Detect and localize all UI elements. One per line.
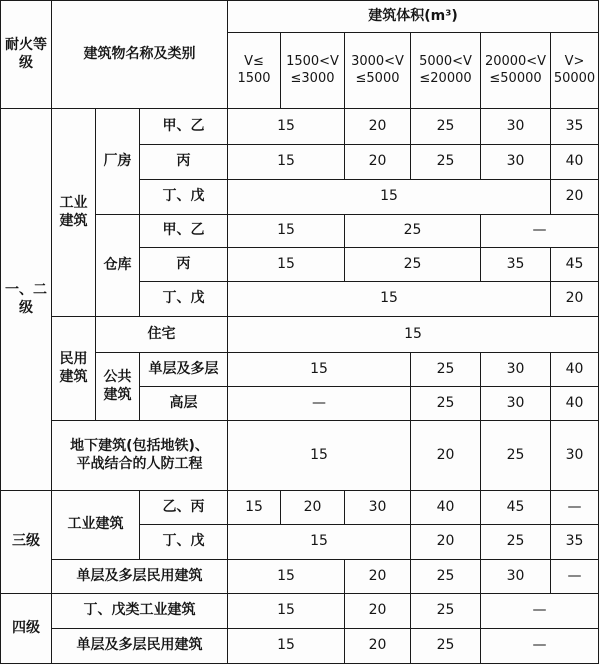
label-industrial-ding-wu-r4: 丁、戊类工业建筑 [52, 594, 228, 629]
header-row-1 [1, 1, 599, 33]
value-cell: 20 [345, 109, 411, 145]
value-cell: 15 [228, 421, 411, 491]
table-row [1, 317, 599, 353]
class-bing: 丙 [140, 145, 228, 180]
table-row [1, 560, 599, 594]
value-cell: 30 [345, 491, 411, 525]
table-row [1, 421, 599, 491]
value-cell: 20 [411, 421, 481, 491]
table-row [1, 491, 599, 525]
label-industrial-building-r3: 工业建筑 [52, 491, 140, 560]
value-cell: 35 [551, 525, 599, 560]
value-cell: 40 [411, 491, 481, 525]
value-cell: 25 [345, 248, 481, 282]
header-volume-col-2: 1500<V ≤3000 [281, 33, 345, 109]
value-cell: 25 [411, 353, 481, 387]
rating-3: 三级 [1, 491, 52, 594]
class-ding-wu: 丁、戊 [140, 282, 228, 317]
value-cell: — [551, 491, 599, 525]
header-volume-col-3: 3000<V ≤5000 [345, 33, 411, 109]
value-cell: 20 [281, 491, 345, 525]
value-cell: 35 [481, 248, 551, 282]
table-row [1, 594, 599, 629]
value-cell: 15 [228, 248, 345, 282]
value-cell: 15 [228, 525, 411, 560]
value-cell: 30 [481, 109, 551, 145]
value-cell: 25 [481, 421, 551, 491]
value-cell: 15 [228, 629, 345, 664]
value-cell: 35 [551, 109, 599, 145]
value-cell: 15 [228, 353, 411, 387]
value-cell: 25 [411, 145, 481, 180]
header-volume-col-5: 20000<V ≤50000 [481, 33, 551, 109]
value-cell: — [481, 629, 599, 664]
header-fire-rating [1, 1, 52, 109]
value-cell: 15 [228, 317, 599, 353]
label-high-rise: 高层 [140, 387, 228, 421]
header-fire-rating-text: 耐火等级 [5, 37, 47, 71]
value-cell: 25 [411, 560, 481, 594]
value-cell: 15 [228, 180, 551, 215]
value-cell: 25 [411, 629, 481, 664]
value-cell: 15 [228, 282, 551, 317]
value-cell: — [551, 560, 599, 594]
value-cell: 25 [411, 387, 481, 421]
value-cell: 40 [551, 353, 599, 387]
label-factory: 厂房 [96, 109, 140, 215]
value-cell: 25 [345, 215, 481, 248]
value-cell: 20 [345, 560, 411, 594]
value-cell: 30 [481, 353, 551, 387]
header-building-name: 建筑物名称及类别 [52, 1, 228, 109]
value-cell: 20 [345, 629, 411, 664]
value-cell: 30 [481, 387, 551, 421]
value-cell: 20 [345, 145, 411, 180]
rating-1-2: 一、二级 [1, 109, 52, 491]
label-underground-building: 地下建筑(包括地铁)、 平战结合的人防工程 [52, 421, 228, 491]
value-cell: 20 [551, 180, 599, 215]
value-cell: 40 [551, 387, 599, 421]
value-cell: 25 [481, 525, 551, 560]
table-row [1, 109, 599, 145]
value-cell: 20 [345, 594, 411, 629]
rating-4: 四级 [1, 594, 52, 664]
value-cell: 30 [551, 421, 599, 491]
class-yi-bing: 乙、丙 [140, 491, 228, 525]
value-cell: 30 [481, 560, 551, 594]
class-bing: 丙 [140, 248, 228, 282]
value-cell: 45 [481, 491, 551, 525]
value-cell: 40 [551, 145, 599, 180]
header-volume-col-6: V> 50000 [551, 33, 599, 109]
table-row [1, 629, 599, 664]
value-cell: — [228, 387, 411, 421]
header-volume-col-1: V≤ 1500 [228, 33, 281, 109]
value-cell: 15 [228, 109, 345, 145]
class-ding-wu: 丁、戊 [140, 180, 228, 215]
header-building-volume: 建筑体积(m³) [228, 1, 599, 33]
value-cell: 15 [228, 560, 345, 594]
label-residential: 住宅 [96, 317, 228, 353]
class-ding-wu: 丁、戊 [140, 525, 228, 560]
class-jia-yi: 甲、乙 [140, 109, 228, 145]
class-jia-yi: 甲、乙 [140, 215, 228, 248]
value-cell: 15 [228, 145, 345, 180]
value-cell: 15 [228, 491, 281, 525]
value-cell: 25 [411, 109, 481, 145]
value-cell: — [481, 594, 599, 629]
label-warehouse: 仓库 [96, 215, 140, 317]
label-civil-building-r3: 单层及多层民用建筑 [52, 560, 228, 594]
value-cell: — [481, 215, 599, 248]
value-cell: 25 [411, 594, 481, 629]
value-cell: 30 [481, 145, 551, 180]
label-civil-building: 民用建筑 [52, 317, 96, 421]
header-volume-col-4: 5000<V ≤20000 [411, 33, 481, 109]
label-industrial-building: 工业建筑 [52, 109, 96, 317]
value-cell: 20 [411, 525, 481, 560]
value-cell: 20 [551, 282, 599, 317]
value-cell: 15 [228, 594, 345, 629]
label-civil-building-r4: 单层及多层民用建筑 [52, 629, 228, 664]
label-public-building: 公共建筑 [96, 353, 140, 421]
label-single-multi-storey: 单层及多层 [140, 353, 228, 387]
value-cell: 45 [551, 248, 599, 282]
value-cell: 15 [228, 215, 345, 248]
